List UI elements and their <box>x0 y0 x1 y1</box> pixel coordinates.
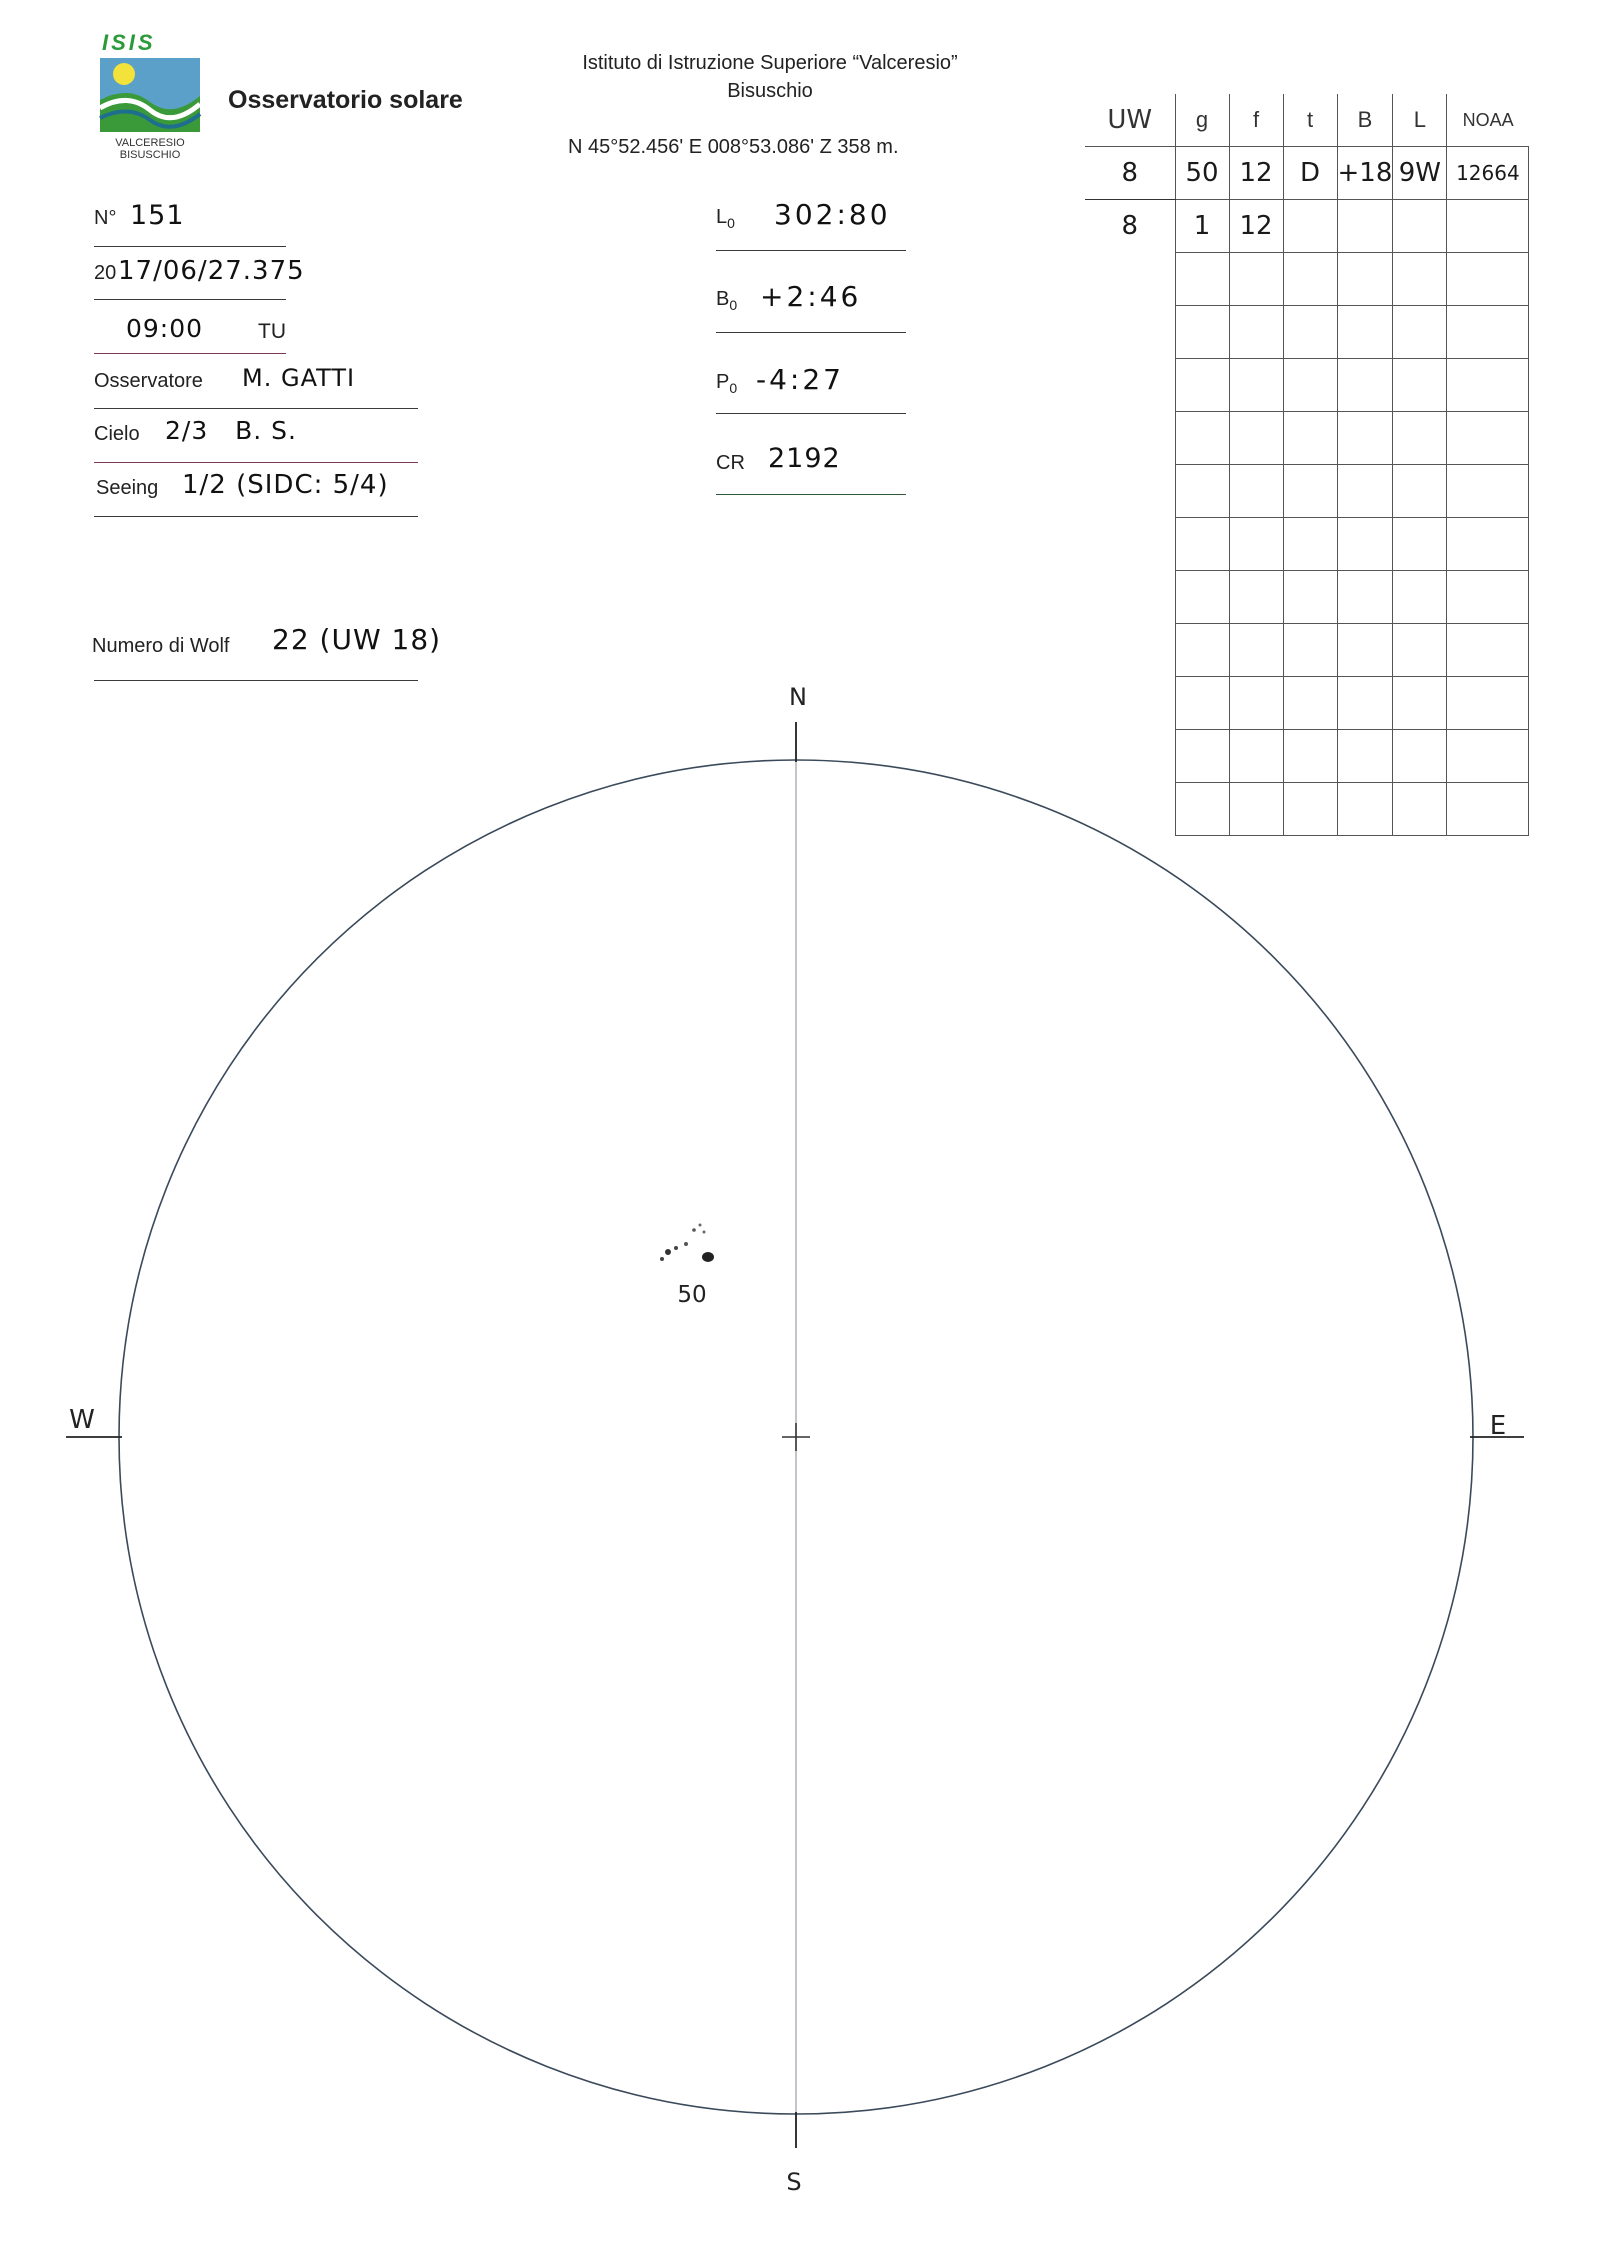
l0-label: $L_0$ <box>716 206 735 231</box>
table-cell: +18 <box>1337 147 1393 200</box>
date-value: 17/06/27.375 <box>118 256 305 286</box>
cr-label: CR <box>716 452 745 474</box>
table-cell: 8 <box>1121 211 1139 242</box>
table-cell: 50 <box>1175 147 1229 200</box>
table-cell: 1 <box>1175 200 1229 253</box>
table-cell: 12 <box>1229 200 1283 253</box>
cr-value: 2192 <box>768 443 841 474</box>
table-header-cell: f <box>1229 94 1283 147</box>
logo-text: ISIS <box>102 30 156 55</box>
observer-label: Osservatore <box>94 370 203 392</box>
observatory-title: Osservatorio solare <box>228 86 463 114</box>
p0-value: -4:27 <box>756 363 844 396</box>
time-unit: TU <box>258 320 286 343</box>
p0-label: $P_0$ <box>716 371 738 396</box>
l0-value: 302:80 <box>774 198 891 231</box>
b0-label: $B_0$ <box>716 288 738 313</box>
table-cell: 12 <box>1229 147 1283 200</box>
number-value: 151 <box>130 200 185 231</box>
table-header-cell: t <box>1283 94 1337 147</box>
west-label: W <box>69 1405 95 1435</box>
north-label: N <box>789 683 807 711</box>
date-prefix: 20 <box>94 262 117 284</box>
table-header-cell: B <box>1337 94 1393 147</box>
table-header-cell: NOAA <box>1447 94 1529 147</box>
table-header-cell: g <box>1175 94 1229 147</box>
south-label: S <box>786 2168 802 2196</box>
wolf-label: Numero di Wolf <box>92 635 230 657</box>
table-cell: D <box>1283 147 1337 200</box>
wolf-value: 22 (UW 18) <box>272 623 442 656</box>
table-cell: 8 <box>1085 147 1175 200</box>
observer-value: M. GATTI <box>242 364 356 392</box>
table-header-cell: UW <box>1085 94 1175 147</box>
group-label: 50 <box>677 1282 707 1308</box>
b0-value: +2:46 <box>760 280 862 313</box>
number-label: N° <box>94 207 117 229</box>
table-cell: 12664 <box>1447 147 1529 200</box>
time-value: 09:00 <box>126 314 204 343</box>
station-coordinates: N 45°52.456' E 008°53.086' Z 358 m. <box>568 136 899 158</box>
table-header-cell: L <box>1393 94 1447 147</box>
sunspot-group-50 <box>660 1224 714 1263</box>
seeing-value: 1/2 (SIDC: 5/4) <box>182 470 389 500</box>
east-label: E <box>1489 1411 1507 1441</box>
institute-name: Istituto di Istruzione Superiore “Valceresio” <box>582 52 958 74</box>
sky-label: Cielo <box>94 423 140 445</box>
table-cell: 9W <box>1393 147 1447 200</box>
logo-sub1: VALCERESIO <box>115 137 185 149</box>
sky-value: 2/3 B. S. <box>165 416 297 445</box>
institute-town: Bisuschio <box>727 80 813 102</box>
logo-sub2: BISUSCHIO <box>119 149 181 161</box>
seeing-label: Seeing <box>96 477 159 499</box>
